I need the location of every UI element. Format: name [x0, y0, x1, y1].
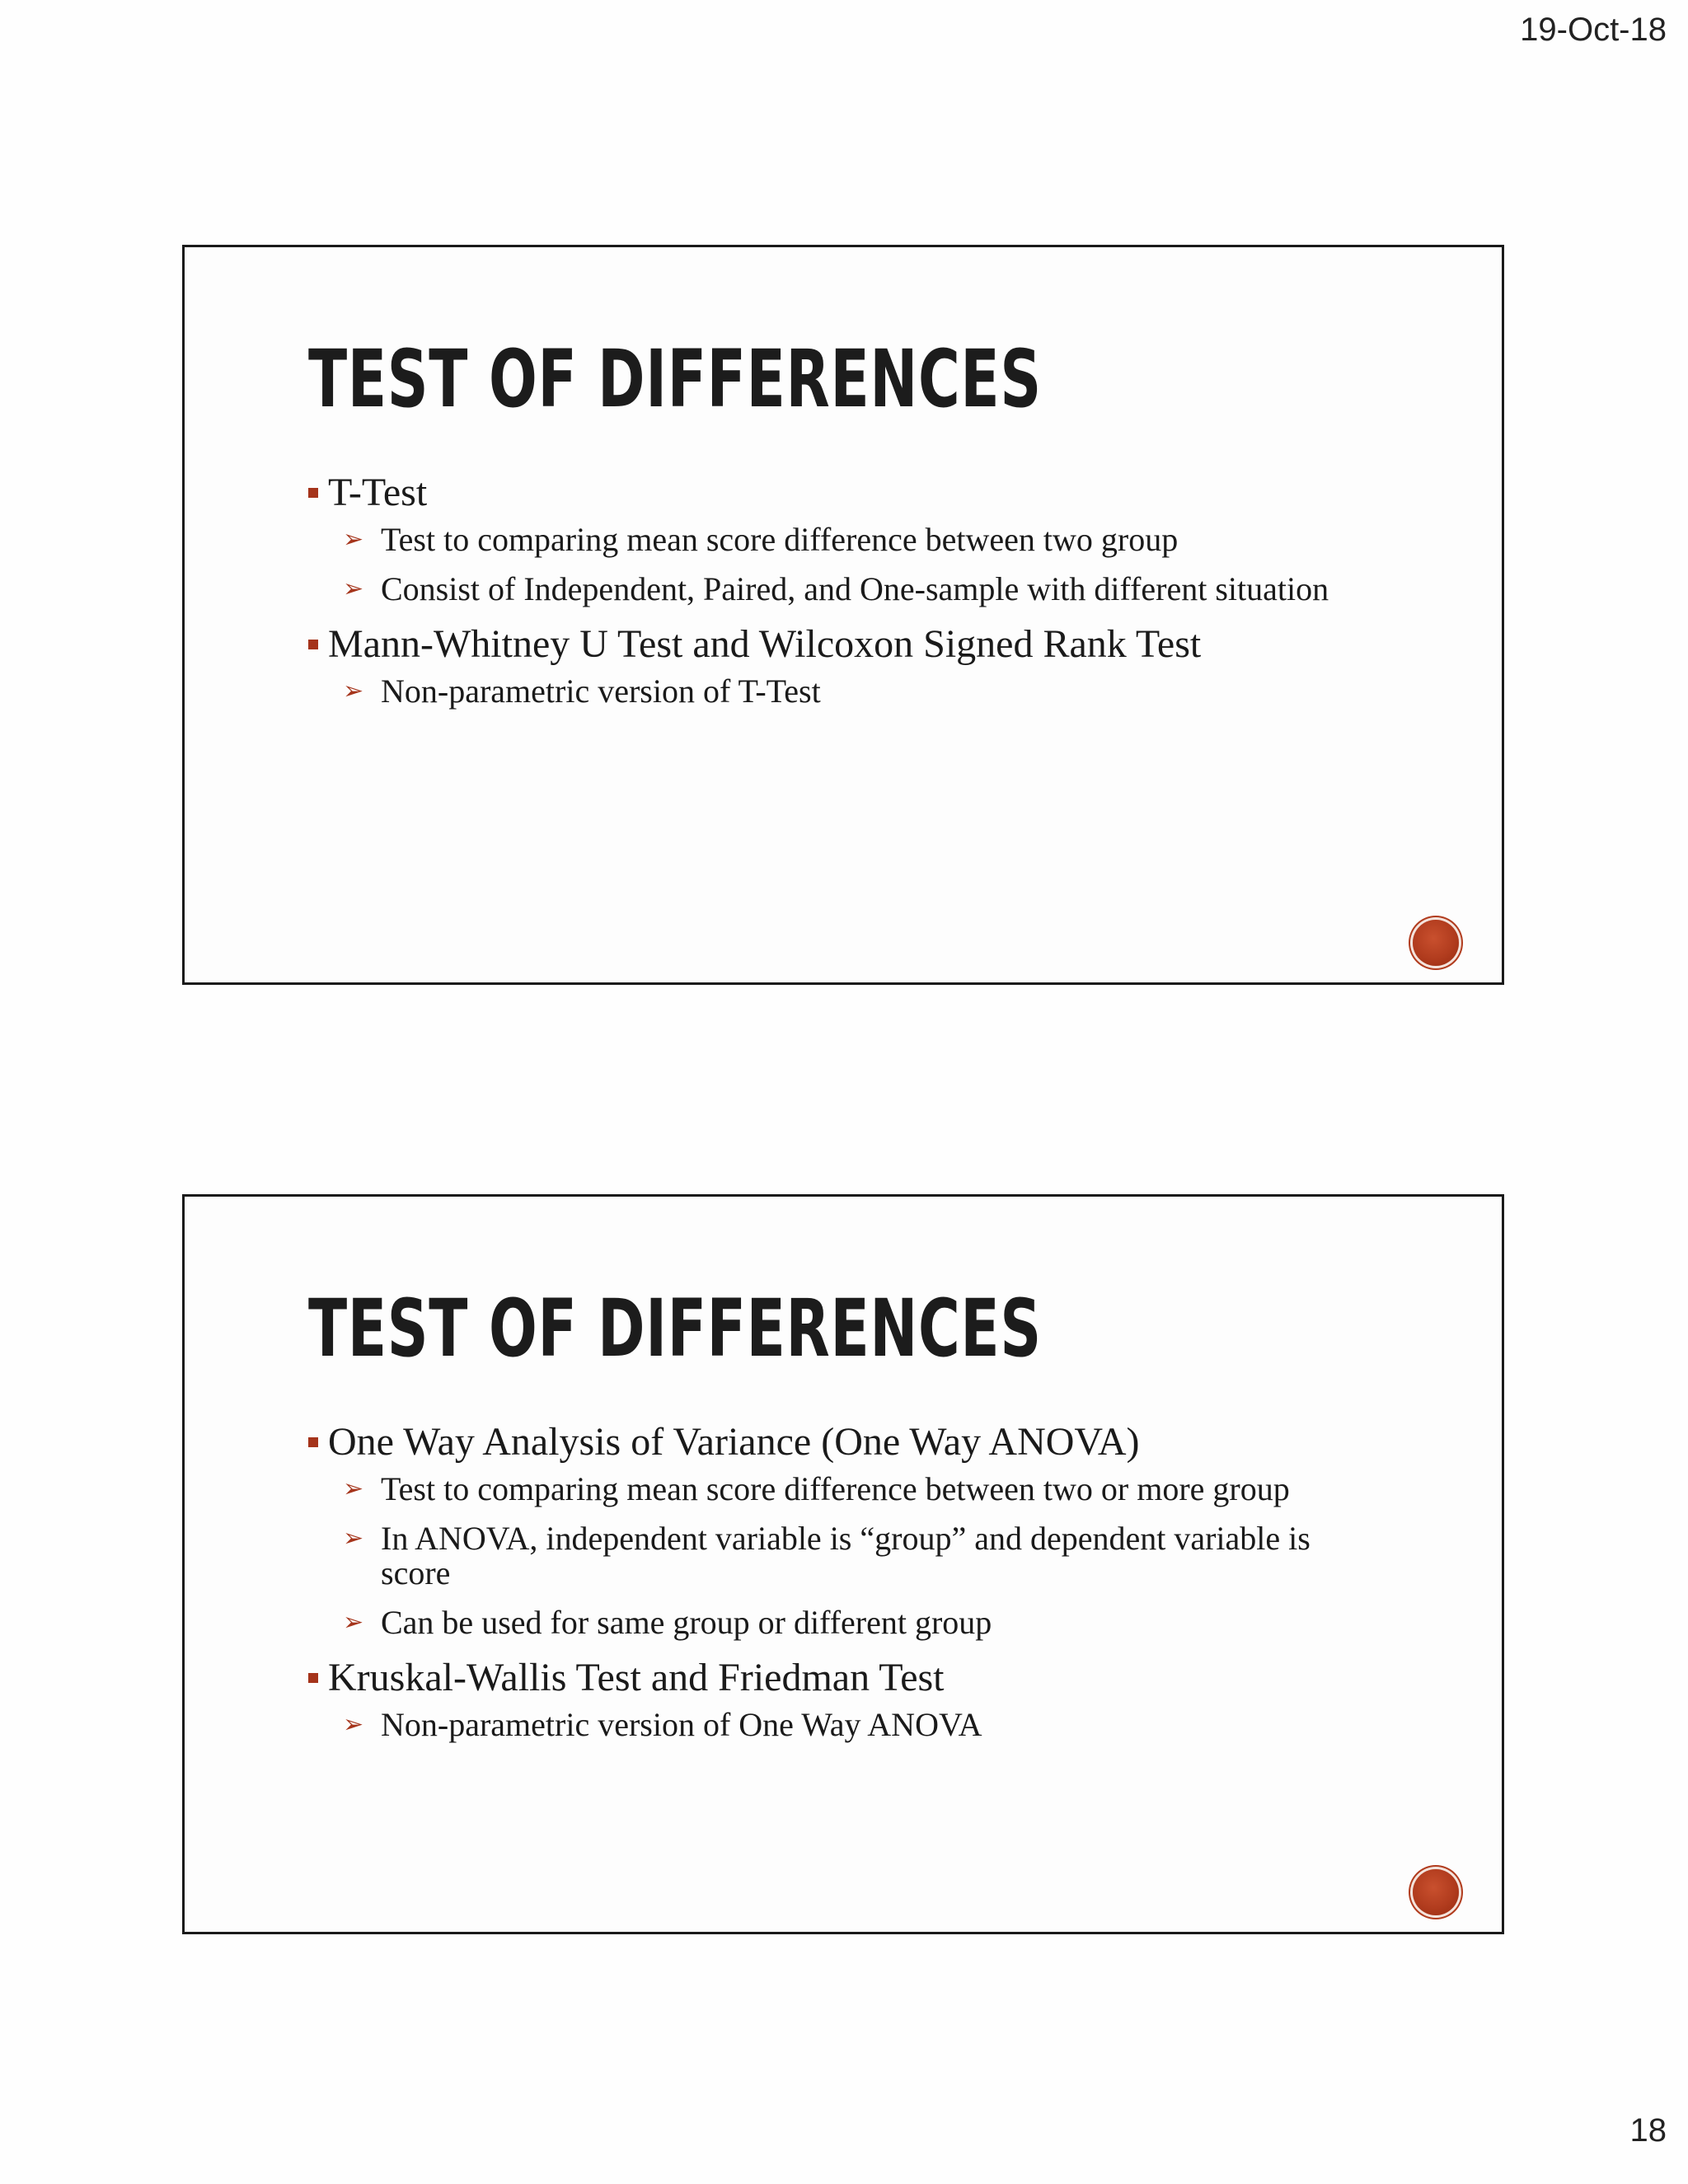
circle-logo-icon: [1413, 1869, 1459, 1915]
page-number: 18: [1629, 2112, 1667, 2149]
sub-bullet-text: Non-parametric version of T-Test: [381, 673, 821, 710]
sub-bullet-text: In ANOVA, independent variable is “group” and dependent variable is score: [381, 1520, 1311, 1591]
sub-bullet-text: Consist of Independent, Paired, and One-sample with different situation: [381, 570, 1329, 607]
sub-bullet-item: [328, 1521, 1337, 1591]
square-bullet-icon: [308, 488, 318, 498]
sub-bullet-list: [328, 1708, 1403, 1742]
arrow-bullet-icon: ➢: [343, 525, 364, 554]
bullet-list: [308, 470, 1403, 724]
slide-title: TEST OF DIFFERENCES: [308, 333, 1042, 425]
arrow-bullet-icon: ➢: [343, 1474, 364, 1503]
circle-logo-icon: [1413, 920, 1459, 966]
arrow-bullet-icon: ➢: [343, 1710, 364, 1739]
sub-bullet-list: [328, 523, 1403, 607]
slide-title: TEST OF DIFFERENCES: [308, 1282, 1042, 1375]
sub-bullet-text: Test to comparing mean score difference between two group: [381, 521, 1179, 558]
slide-1: [182, 245, 1504, 985]
sub-bullet-item: [328, 1472, 1337, 1507]
sub-bullet-list: [328, 1472, 1403, 1640]
bullet-item: [308, 621, 1403, 709]
bullet-list: [308, 1419, 1403, 1757]
arrow-bullet-icon: ➢: [343, 1524, 364, 1553]
square-bullet-icon: [308, 640, 318, 649]
arrow-bullet-icon: ➢: [343, 677, 364, 705]
sub-bullet-item: [328, 523, 1337, 557]
bullet-item: [308, 1655, 1403, 1742]
sub-bullet-item: [328, 572, 1337, 607]
arrow-bullet-icon: ➢: [343, 574, 364, 603]
sub-bullet-list: [328, 674, 1403, 709]
sub-bullet-item: [328, 674, 1337, 709]
bullet-text: Mann-Whitney U Test and Wilcoxon Signed Rank Test: [328, 622, 1202, 666]
sub-bullet-text: Non-parametric version of One Way ANOVA: [381, 1706, 982, 1743]
arrow-bullet-icon: ➢: [343, 1608, 364, 1637]
slide-2: [182, 1194, 1504, 1934]
sub-bullet-text: Test to comparing mean score difference between two or more group: [381, 1470, 1290, 1507]
sub-bullet-item: [328, 1708, 1337, 1742]
bullet-text: One Way Analysis of Variance (One Way ANOVA): [328, 1420, 1140, 1464]
sub-bullet-text: Can be used for same group or different group: [381, 1604, 992, 1641]
square-bullet-icon: [308, 1673, 318, 1683]
page-date: 19-Oct-18: [1520, 12, 1667, 48]
bullet-text: Kruskal-Wallis Test and Friedman Test: [328, 1656, 945, 1699]
bullet-item: [308, 1419, 1403, 1640]
bullet-text: T-Test: [328, 471, 428, 514]
sub-bullet-item: [328, 1605, 1337, 1640]
bullet-item: [308, 470, 1403, 607]
square-bullet-icon: [308, 1437, 318, 1447]
